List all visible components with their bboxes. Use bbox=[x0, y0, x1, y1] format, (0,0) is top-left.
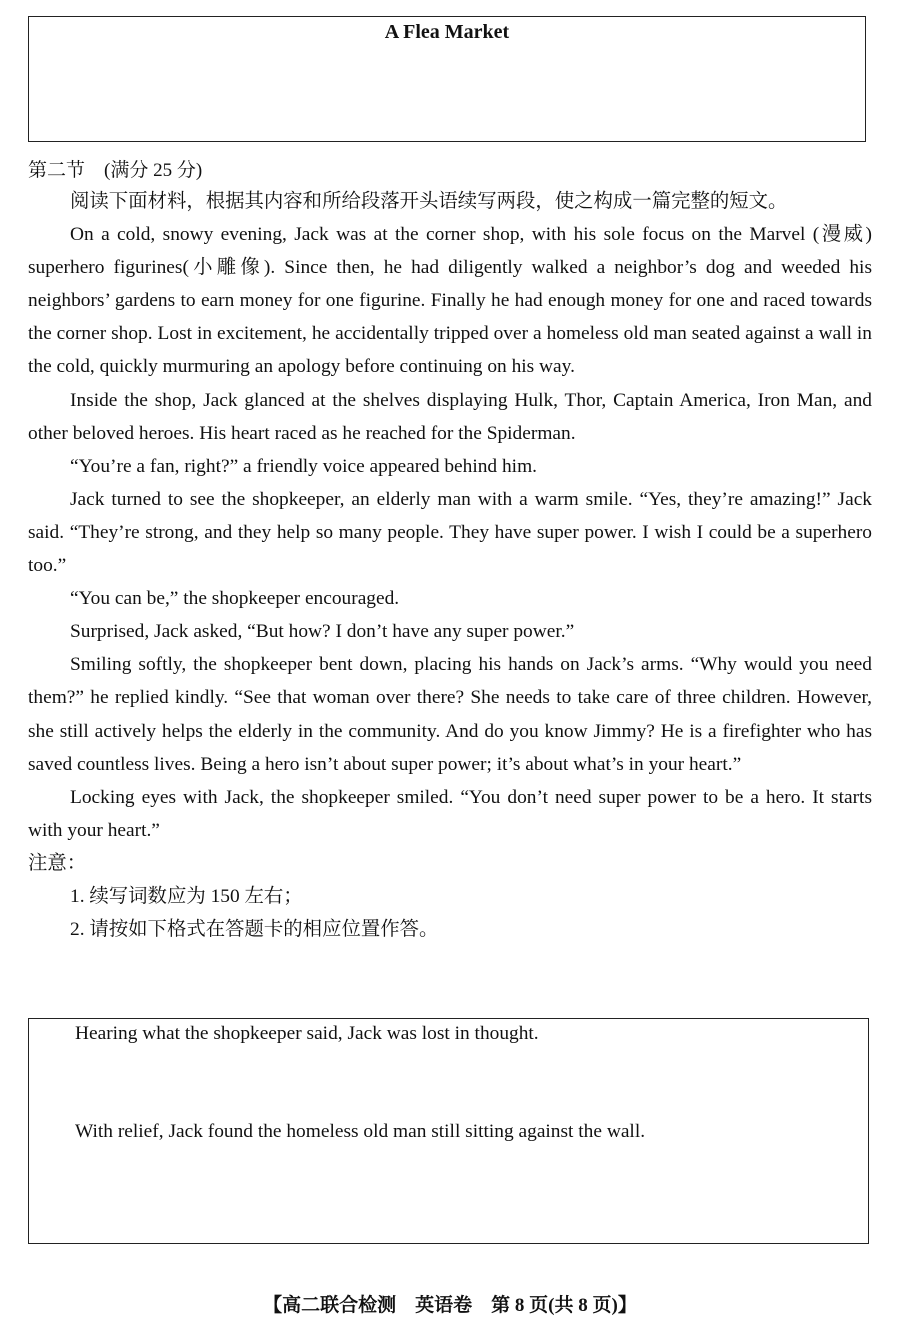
story-paragraph: Surprised, Jack asked, “But how? I don’t have any super power.” bbox=[70, 621, 575, 643]
notes-heading: 注意： bbox=[28, 852, 87, 874]
story-paragraph: Locking eyes with Jack, the shopkeeper smiled. “You don’t need super power to be a hero. It starts with your heart.” bbox=[28, 786, 872, 841]
section-heading: 第二节 (满分 25 分) bbox=[28, 160, 203, 181]
story-paragraph: On a cold, snowy evening, Jack was at the corner shop, with his sole focus on the Marvel (漫威) superhero figurines(小雕像). Since then, he had diligently walked a neighbor’s dog and weeded his neighbors’ gardens to earn money for one figurine. Finally he had enough money for one and raced towards the corner shop. Lost in excitement, he accidentally tripped over a homeless old man seated against a wall in the cold, quickly murmuring an apology before continuing on his way. bbox=[28, 224, 872, 378]
story-paragraph: “You’re a fan, right?” a friendly voice appeared behind him. bbox=[70, 455, 537, 477]
section-instruction: 阅读下面材料，根据其内容和所给段落开头语续写两段，使之构成一篇完整的短文。 bbox=[70, 191, 788, 212]
story-paragraph: Jack turned to see the shopkeeper, an elderly man with a warm smile. “Yes, they’re amazing!” Jack said. “They’re strong, and they help so many people. They have super power. I wish I could be a superhero too.” bbox=[28, 488, 872, 577]
continuation-answer-box bbox=[28, 1018, 869, 1244]
flea-market-writing-box bbox=[28, 16, 866, 142]
story-paragraph: Inside the shop, Jack glanced at the shelves displaying Hulk, Thor, Captain America, Iron Man, and other beloved heroes. His heart raced as he reached for the Spiderman. bbox=[28, 389, 872, 444]
flea-market-title: A Flea Market bbox=[384, 21, 510, 43]
story-paragraph: “You can be,” the shopkeeper encouraged. bbox=[70, 588, 400, 610]
page-footer: 【高二联合检测 英语卷 第 8 页(共 8 页)】 bbox=[263, 1295, 637, 1316]
paragraph-1-opening: Hearing what the shopkeeper said, Jack was lost in thought. bbox=[75, 1023, 539, 1044]
note-item: 2. 请按如下格式在答题卡的相应位置作答。 bbox=[70, 919, 439, 941]
paragraph-2-opening: With relief, Jack found the homeless old man still sitting against the wall. bbox=[75, 1121, 646, 1142]
reading-passage bbox=[28, 185, 872, 946]
note-item: 1. 续写词数应为 150 左右； bbox=[70, 885, 303, 907]
story-paragraph: Smiling softly, the shopkeeper bent down, placing his hands on Jack’s arms. “Why would you need them?” he replied kindly. “See that woman over there? She needs to take care of three children. However, she still actively helps the elderly in the community. And do you know Jimmy? He is a firefighter who has saved countless lives. Being a hero isn’t about super power; it’s about what’s in your heart.” bbox=[28, 654, 872, 775]
